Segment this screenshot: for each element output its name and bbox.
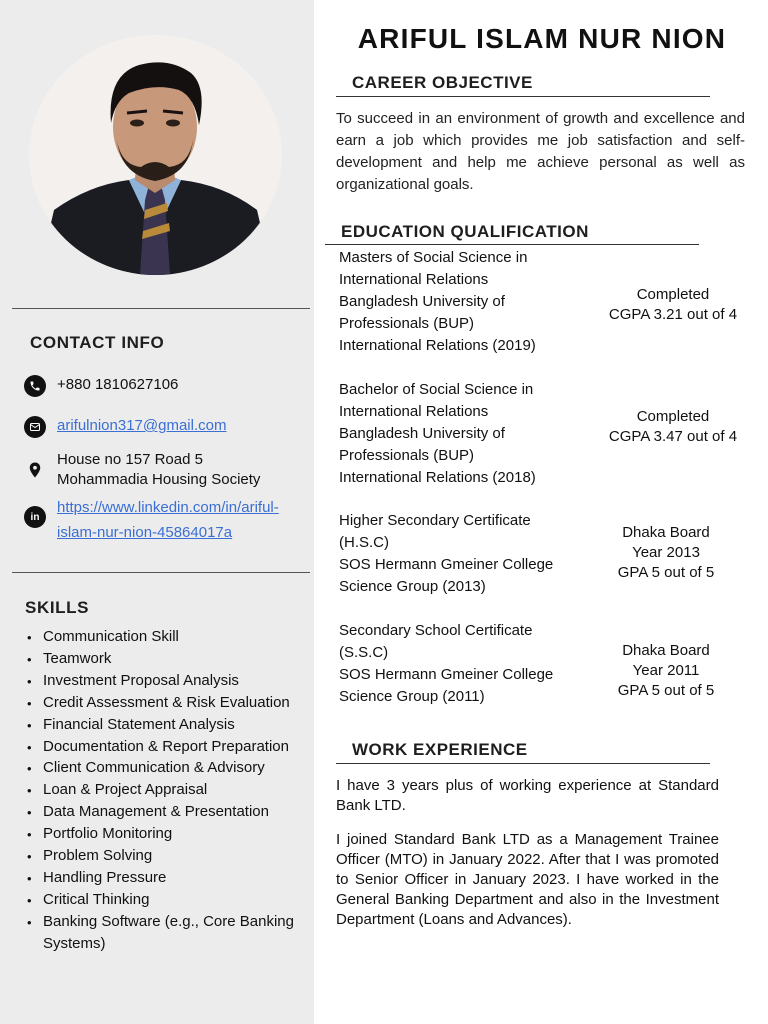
edu-line: SOS Hermann Gmeiner College — [339, 665, 554, 683]
edu-line: International Relations — [339, 270, 489, 288]
education-entry-bachelor — [339, 379, 584, 489]
skill-item: • Data Management & Presentation — [27, 801, 307, 823]
education-result-ssc — [581, 641, 751, 701]
edu-year: Year 2011 — [632, 662, 700, 679]
linkedin-link-line-1[interactable]: https://www.linkedin.com/in/ariful- — [57, 499, 279, 516]
contact-heading: CONTACT INFO — [30, 333, 165, 352]
sidebar — [0, 0, 314, 1024]
location-icon — [24, 459, 46, 481]
education-entry-masters — [339, 247, 584, 357]
contact-divider — [12, 308, 310, 309]
skill-item: • Teamwork — [27, 648, 307, 670]
edu-line: Higher Secondary Certificate — [339, 512, 531, 529]
edu-line: Bachelor of Social Science in — [339, 381, 534, 398]
skill-item: • Problem Solving — [27, 845, 307, 867]
career-objective-text: To succeed in an environment of growth and excellence and earn a job which provides me job satisfaction and self-development and help me achieve personal as well as organizational goals. — [336, 110, 745, 193]
edu-line: Bangladesh University of — [339, 424, 505, 442]
skill-item: • Loan & Project Appraisal — [27, 779, 307, 801]
edu-line: Science Group (2013) — [339, 577, 486, 595]
work-experience-heading: WORK EXPERIENCE — [352, 740, 528, 759]
edu-line: (H.S.C) — [339, 533, 389, 551]
email-icon — [24, 416, 46, 438]
education-result-masters — [588, 285, 758, 325]
phone-number: +880 1810627106 — [57, 376, 179, 393]
edu-line: Masters of Social Science in — [339, 249, 528, 266]
work-experience-summary: I have 3 years plus of working experience at Standard Bank LTD. — [336, 777, 719, 814]
edu-line: Professionals (BUP) — [339, 314, 475, 332]
edu-year: Year 2013 — [632, 544, 700, 561]
phone-icon — [24, 375, 46, 397]
skills-heading: SKILLS — [25, 598, 90, 617]
career-objective-rule — [336, 96, 710, 97]
edu-line: International Relations (2019) — [339, 336, 536, 354]
linkedin-icon: in — [24, 506, 46, 528]
edu-line: International Relations — [339, 402, 489, 420]
edu-grade: CGPA 3.21 out of 4 — [608, 306, 738, 323]
skill-item: • Client Communication & Advisory — [27, 757, 307, 779]
skill-item: • Critical Thinking — [27, 889, 307, 911]
edu-line: SOS Hermann Gmeiner College — [339, 555, 554, 573]
edu-grade: GPA 5 out of 5 — [617, 682, 715, 699]
skill-item: • Handling Pressure — [27, 867, 307, 889]
career-objective-heading: CAREER OBJECTIVE — [352, 73, 533, 92]
edu-line: (S.S.C) — [339, 643, 389, 661]
edu-board: Dhaka Board — [622, 524, 710, 541]
education-rule — [325, 244, 699, 245]
education-entry-ssc — [339, 620, 584, 708]
linkedin-link-line-2[interactable]: islam-nur-nion-45864017a — [57, 524, 233, 541]
edu-grade: CGPA 3.47 out of 4 — [608, 428, 738, 445]
work-experience-rule — [336, 763, 710, 764]
address-line-1: House no 157 Road 5 — [57, 451, 203, 468]
skill-item: • Portfolio Monitoring — [27, 823, 307, 845]
education-heading: EDUCATION QUALIFICATION — [341, 222, 589, 241]
contact-phone — [24, 375, 178, 397]
email-link[interactable]: arifulnion317@gmail.com — [57, 417, 227, 434]
skill-item: • Investment Proposal Analysis — [27, 670, 307, 692]
work-experience-detail: I joined Standard Bank LTD as a Management Trainee Officer (MTO) in January 2022. After that I was promoted to Senior Officer in January 2023. I have worked in the General Banking Department and also in the Investment Department (Loans and Advances). — [336, 831, 719, 928]
edu-grade: GPA 5 out of 5 — [617, 564, 715, 581]
education-result-bachelor — [588, 407, 758, 447]
education-entry-hsc — [339, 510, 584, 598]
contact-address — [24, 450, 260, 490]
education-result-hsc — [581, 523, 751, 583]
skills-list — [27, 626, 307, 955]
edu-line: Secondary School Certificate — [339, 622, 533, 639]
candidate-name: ARIFUL ISLAM NUR NION — [357, 23, 727, 54]
edu-status: Completed — [636, 408, 710, 425]
edu-status: Completed — [636, 286, 710, 303]
profile-photo — [29, 35, 282, 275]
skill-item: • Communication Skill — [27, 626, 307, 648]
skill-item: • Banking Software (e.g., Core Banking Systems) — [27, 911, 307, 955]
skill-item: • Documentation & Report Preparation — [27, 736, 307, 758]
contact-email — [24, 413, 226, 438]
address-line-2: Mohammadia Housing Society — [57, 471, 261, 488]
edu-line: Science Group (2011) — [339, 687, 485, 705]
edu-line: Professionals (BUP) — [339, 446, 475, 464]
contact-linkedin — [24, 495, 279, 545]
skills-divider — [12, 572, 310, 573]
edu-line: International Relations (2018) — [339, 468, 536, 486]
skill-item: • Credit Assessment & Risk Evaluation — [27, 692, 307, 714]
skill-item: • Financial Statement Analysis — [27, 714, 307, 736]
edu-board: Dhaka Board — [622, 642, 710, 659]
edu-line: Bangladesh University of — [339, 292, 505, 310]
